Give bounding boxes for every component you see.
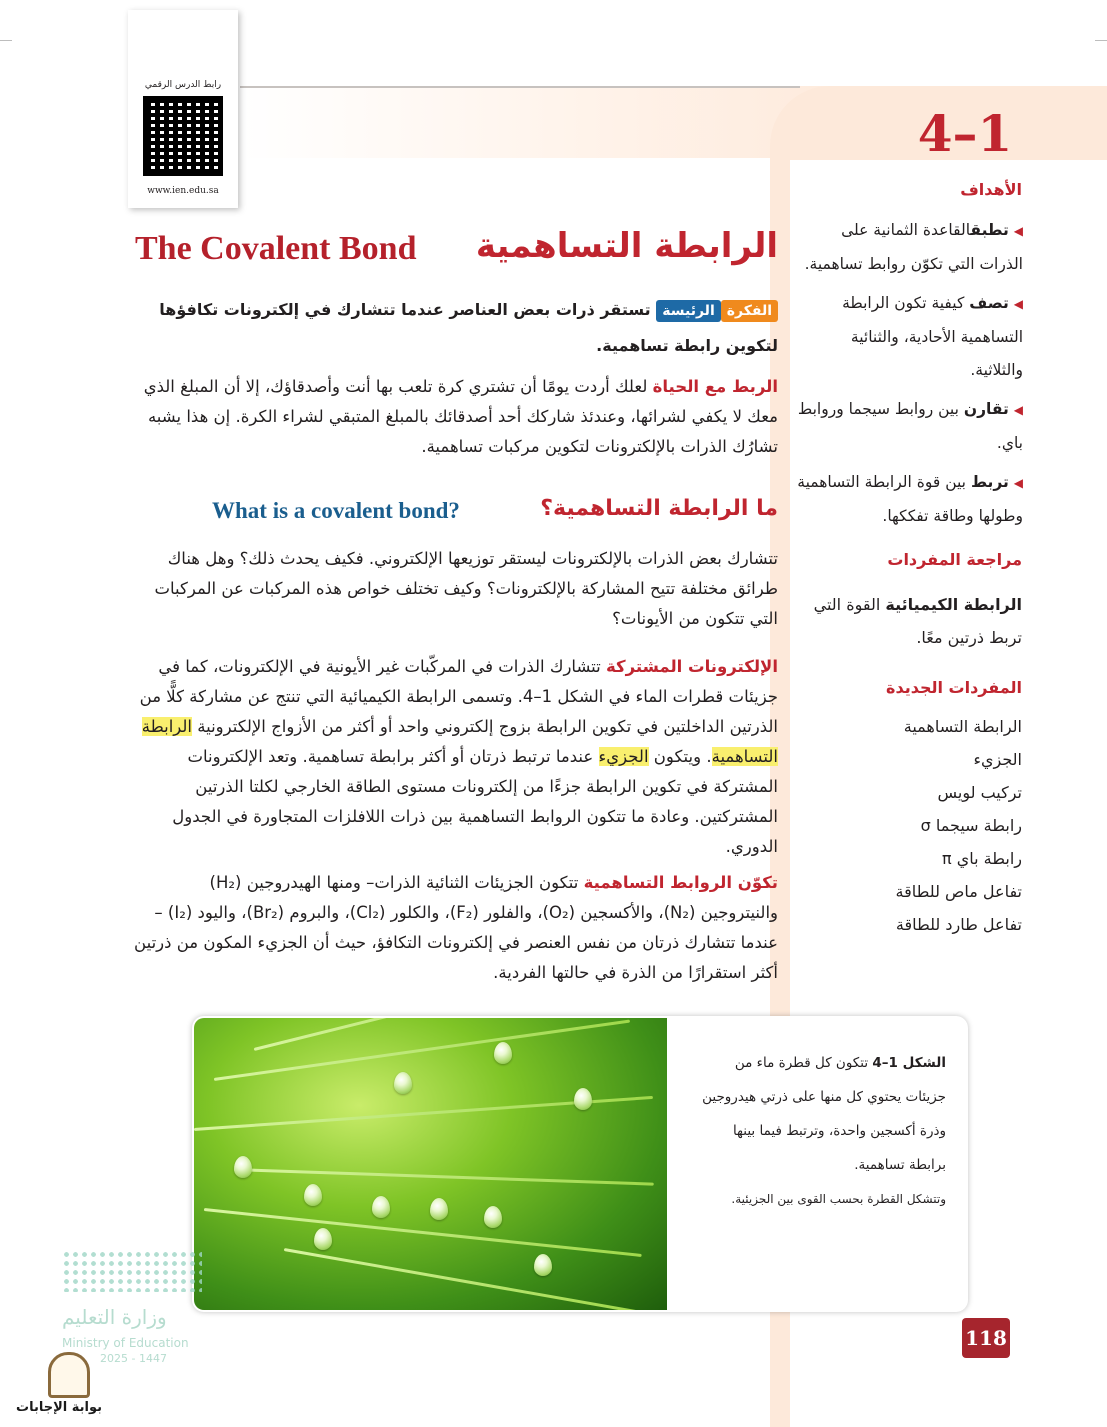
figure-caption-note: وتتشكل القطرة بحسب القوى بين الجزيئية.: [731, 1192, 946, 1206]
ministry-name-arabic: وزارة التعليم: [62, 1305, 167, 1329]
new-vocab-list: [800, 710, 1022, 941]
qr-card[interactable]: [128, 10, 238, 208]
objectives-list: [795, 214, 1023, 533]
figure-caption: [700, 1046, 946, 1216]
shared-text-c: عندما ترتبط ذرتان أو أكثر برابطة تساهمية. وتعد الإلكترونات المشتركة في تكوين الرابطة جزءًا من إلكترونات مستوى الطاقة الخارجي لكلتا الذرتين المشتركتين. وعادة ما تتكون الروابط التساهمية بين ذرات اللافلزات المتجاورة في الجدول الدوري.: [172, 747, 778, 856]
objective-verb: تربط: [970, 473, 1009, 491]
needle: [234, 1168, 654, 1186]
ministry-logo-dots-icon: [62, 1250, 202, 1292]
watermark-label: بوابة الإجابات: [16, 1400, 102, 1415]
section-number: 4–1: [917, 104, 1013, 163]
vocab-review-entry: [800, 588, 1022, 654]
new-vocab-item: الجزيء: [973, 750, 1022, 769]
new-vocab-item: تركيب لويس: [937, 783, 1022, 802]
bullet-icon: ◀: [1013, 297, 1023, 311]
new-vocab-item: تفاعل طارد للطاقة: [895, 915, 1022, 934]
objective-verb: تقارن: [963, 400, 1009, 418]
water-drop: [430, 1198, 448, 1220]
intro-paragraph: تتشارك بعض الذرات بالإلكترونات ليستقر توزيعها الإلكتروني. فكيف يحدث ذلك؟ وهل هناك طرائق مختلفة تتيح المشاركة بالإلكترونات؟ وكيف تختلف خواص هذه المركبات عن المركبات التي تتكون من الأيونات؟: [154, 549, 778, 628]
review-term: الرابطة الكيميائية: [885, 595, 1022, 614]
figure-caption-text: تتكون كل قطرة ماء من جزيئات يحتوي كل منها على ذرتي هيدروجين وذرة أكسجين واحدة، وترتبط فيما بينها برابطة تساهمية.: [702, 1055, 946, 1173]
water-drop: [484, 1206, 502, 1228]
new-vocab-item: تفاعل ماص للطاقة: [895, 882, 1022, 901]
ministry-year: 2025 - 1447: [100, 1352, 167, 1365]
objective-text: بين قوة الرابطة التساهمية وطولها وطاقة تفككها.: [797, 473, 1023, 525]
main-idea-tag-right: الرئيسة: [656, 300, 720, 322]
real-world-text: لعلك أردت يومًا أن تشتري كرة تلعب بها أنت وأصدقاؤك، إلا أن المبلغ الذي معك لا يكفي لشرائها، وعندئذ شاركك أحد أصدقائك بالمبلغ المتبقي لشراء الكرة. إن هذا يشبه تشارُك الذرات بالإلكترونات لتكوين مركبات تساهمية.: [143, 377, 778, 456]
gate-logo-icon: [48, 1352, 90, 1398]
new-vocab-item: الرابطة التساهمية: [903, 717, 1022, 736]
main-idea: [132, 292, 778, 364]
water-drop: [234, 1156, 252, 1178]
objective-verb: تطبق: [970, 221, 1009, 239]
formation-lead: تكوّن الروابط التساهمية: [583, 873, 778, 892]
qr-url[interactable]: www.ien.edu.sa: [147, 186, 219, 196]
formation-paragraph: [134, 868, 778, 988]
title-arabic: الرابطة التساهمية: [475, 226, 778, 266]
water-drop: [534, 1254, 552, 1276]
objective-text: كيفية تكون الرابطة التساهمية الأحادية، والثنائية والثلاثية.: [842, 294, 1023, 379]
objective-text: بين روابط سيجما وروابط باي.: [797, 400, 1023, 452]
objective-text: القاعدة الثمانية على الذرات التي تكوّن روابط تساهمية.: [804, 221, 1023, 273]
water-drop: [372, 1196, 390, 1218]
title-english: The Covalent Bond: [135, 230, 417, 267]
bullet-icon: ◀: [1013, 476, 1023, 490]
real-world-paragraph: [134, 372, 778, 462]
new-vocab-item: رابطة باي π: [942, 849, 1022, 868]
new-vocab-item: رابطة سيجما σ: [920, 816, 1022, 835]
pine-needles-water-drops-photo: [194, 1018, 667, 1310]
objective-item: [795, 214, 1023, 281]
crop-mark-left: [0, 40, 12, 41]
needle: [204, 1208, 642, 1257]
shared-text-a: تتشارك الذرات في المركّبات غير الأيونية في الإلكترونات، كما في جزيئات قطرات الماء في الشكل 1–4. وتسمى الرابطة الكيميائية التي تنتج عن مشاركة كلًّا من الذرتين الداخلتين في تكوين الرابطة بزوج إلكتروني واحد أو أكثر من الأزواج الإلكترونية: [139, 657, 778, 736]
bullet-icon: ◀: [1013, 403, 1023, 417]
water-drop: [394, 1072, 412, 1094]
shared-electrons-lead: الإلكترونات المشتركة: [605, 657, 778, 676]
heading-arabic: ما الرابطة التساهمية؟: [540, 496, 778, 521]
needle: [284, 1248, 639, 1310]
needle: [214, 1020, 630, 1081]
formation-text: تتكون الجزيئات الثنائية الذرات– ومنها الهيدروجين (H₂) والنيتروجين (N₂)، والأكسجين (O₂)، والفلور (F₂)، والكلور (Cl₂)، والبروم (Br₂)، واليود (I₂) – عندما تتشارك ذرتان من نفس العنصر في إلكترونات التكافؤ، حيث أن الجزيء المكون من ذرتين أكثر استقرارًا من الذرة في حالتها الفردية.: [134, 873, 778, 982]
water-drop: [494, 1042, 512, 1064]
heading-english: What is a covalent bond?: [212, 498, 460, 523]
review-definition: القوة التي تربط ذرتين معًا.: [813, 595, 1022, 647]
qr-label: رابط الدرس الرقمي: [144, 80, 222, 90]
crop-mark-right: [1095, 40, 1107, 41]
main-idea-text: تستقر ذرات بعض العناصر عندما تتشارك في إلكترونات تكافؤها لتكوين رابطة تساهمية.: [159, 300, 778, 355]
ministry-name-english: Ministry of Education: [62, 1336, 189, 1350]
header-line: [240, 86, 800, 88]
water-drop: [304, 1184, 322, 1206]
water-drop: [314, 1228, 332, 1250]
objective-item: [795, 287, 1023, 387]
water-drop: [574, 1088, 592, 1110]
shared-text-b: . ويتكون: [653, 747, 712, 766]
objective-item: [795, 466, 1023, 533]
vocab-review-title: مراجعة المفردات: [887, 550, 1022, 569]
new-vocab-title: المفردات الجديدة: [886, 678, 1022, 697]
bullet-icon: ◀: [1013, 224, 1023, 238]
main-idea-tag-left: الفكرة: [721, 300, 778, 322]
figure-label: الشكل 1–4: [872, 1055, 946, 1071]
term-molecule: الجزيء: [598, 747, 649, 766]
qr-code-icon[interactable]: [143, 96, 223, 176]
shared-electrons-paragraph: [134, 652, 778, 862]
objectives-title: الأهداف: [960, 180, 1022, 199]
real-world-lead: الربط مع الحياة: [652, 377, 778, 396]
needle: [254, 1018, 604, 1051]
objective-item: [795, 393, 1023, 460]
page-number: 118: [962, 1318, 1010, 1358]
objective-verb: تصف: [969, 294, 1009, 312]
term-covalent-bond: الرابطة التساهمية: [141, 717, 778, 766]
